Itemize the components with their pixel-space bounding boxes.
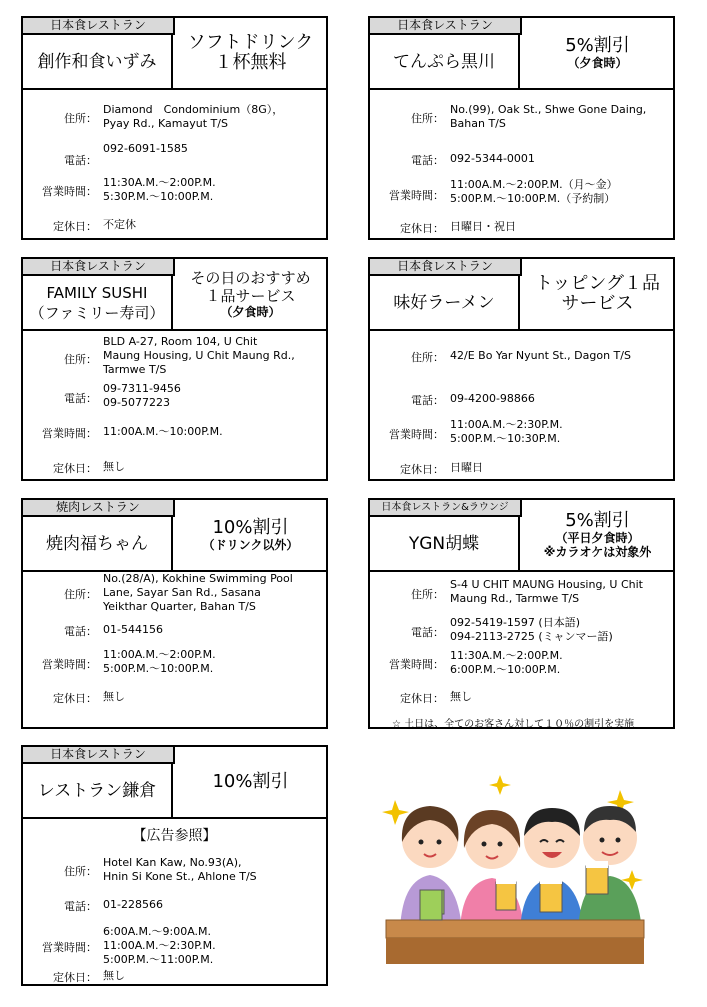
restaurant-name: YGN胡蝶 [370, 517, 520, 570]
card-header [23, 259, 326, 331]
offer-box [175, 259, 326, 329]
offer-box [522, 18, 673, 88]
closed-value: 無し [450, 690, 472, 703]
address-value: No.(28/A), Kokhine Swimming Pool Lane, Sayar San Rd., Sasana Yeikthar Quarter, Bahan T/S [103, 572, 293, 613]
card-header [370, 500, 673, 572]
friends-toasting-illustration [380, 770, 650, 970]
closed-value: 無し [103, 690, 125, 703]
address-value: Diamond Condominium（8G）， Pyay Rd., Kamayut T/S [103, 103, 284, 130]
hours-label: 営業時間： [389, 189, 444, 202]
phone-value: 092-5419-1597 (日本語) 094-2113-2725 (ミャンマー語) [450, 616, 613, 643]
category-label: 焼肉レストラン [23, 500, 175, 517]
weekend-discount-note: ☆ 土日は、全てのお客さん対して１０％の割引を実施 [392, 719, 635, 730]
address-label: 住所： [64, 588, 97, 601]
phone-value: 01-544156 [103, 623, 163, 636]
hours-value: 11:30A.M.～2:00P.M. 5:30P.M.～10:00P.M. [103, 176, 216, 203]
phone-label: 電話： [64, 900, 97, 913]
restaurant-card-family-sushi [21, 257, 328, 481]
category-label: 日本食レストラン [23, 747, 175, 764]
restaurant-name: てんぷら黒川 [370, 35, 520, 88]
offer-main: 10%割引 [212, 771, 289, 792]
category-label: 日本食レストラン [370, 259, 522, 276]
restaurant-card-ygn-kocho [368, 498, 675, 729]
closed-label: 定休日： [53, 971, 97, 984]
person-3 [520, 808, 584, 932]
address-label: 住所： [64, 353, 97, 366]
offer-sub: （夕食時） [220, 305, 281, 319]
hours-label: 営業時間： [389, 658, 444, 671]
offer-sub: （平日夕食時） ※カラオケは対象外 [543, 531, 652, 559]
category-label: 日本食レストラン [23, 259, 175, 276]
restaurant-name: 味好ラーメン [370, 276, 520, 329]
ad-reference: 【広告参照】 [132, 828, 217, 844]
phone-value: 01-228566 [103, 898, 163, 911]
phone-label: 電話： [64, 154, 97, 167]
hours-label: 営業時間： [42, 658, 97, 671]
offer-sub: （ドリンク以外） [202, 538, 299, 552]
phone-value: 09-4200-98866 [450, 392, 535, 405]
restaurant-card-miyoshi-ramen [368, 257, 675, 481]
phone-value: 092-5344-0001 [450, 152, 535, 165]
person-4 [578, 806, 642, 932]
closed-value: 無し [103, 969, 125, 982]
address-label: 住所： [64, 865, 97, 878]
phone-label: 電話： [64, 392, 97, 405]
offer-box [175, 500, 326, 570]
offer-main: 5%割引 [565, 510, 630, 531]
restaurant-name: 創作和食いずみ [23, 35, 173, 88]
hours-label: 営業時間： [42, 427, 97, 440]
restaurant-name: 焼肉福ちゃん [23, 517, 173, 570]
address-value: S-4 U CHIT MAUNG Housing, U Chit Maung Rd., Tarmwe T/S [450, 578, 643, 605]
address-value: Hotel Kan Kaw, No.93(A), Hnin Si Kone St., Ahlone T/S [103, 856, 257, 883]
offer-box [175, 18, 326, 88]
address-label: 住所： [411, 112, 444, 125]
hours-label: 営業時間： [42, 941, 97, 954]
card-header [23, 18, 326, 90]
phone-value: 092-6091-1585 [103, 142, 188, 155]
restaurant-card-izumi [21, 16, 328, 240]
phone-label: 電話： [411, 154, 444, 167]
closed-value: 無し [103, 460, 125, 473]
phone-value: 09-7311-9456 09-5077223 [103, 382, 181, 409]
person-2 [460, 810, 524, 930]
address-label: 住所： [411, 588, 444, 601]
phone-label: 電話： [64, 625, 97, 638]
hours-value: 11:00A.M.～2:30P.M. 5:00P.M.～10:30P.M. [450, 418, 563, 445]
restaurant-name: FAMILY SUSHI （ファミリー寿司） [23, 276, 173, 329]
category-label: 日本食レストラン [370, 18, 522, 35]
category-label: 日本食レストラン&ラウンジ [370, 500, 522, 517]
card-header [370, 259, 673, 331]
offer-main: トッピング１品 サービス [534, 273, 661, 314]
category-label: 日本食レストラン [23, 18, 175, 35]
closed-value: 日曜日 [450, 461, 483, 474]
card-header [23, 747, 326, 819]
closed-label: 定休日： [400, 222, 444, 235]
hours-value: 11:00A.M.～2:00P.M.（月～金） 5:00P.M.～10:00P.M.（予約制） [450, 178, 618, 205]
restaurant-card-kurokawa [368, 16, 675, 240]
hours-value: 11:00A.M.～2:00P.M. 5:00P.M.～10:00P.M. [103, 648, 216, 675]
closed-value: 不定休 [103, 218, 136, 231]
card-header [370, 18, 673, 90]
hours-value: 6:00A.M.～9:00A.M. 11:00A.M.～2:30P.M. 5:00P.M.～11:00P.M. [103, 925, 216, 966]
hours-value: 11:00A.M.～10:00P.M. [103, 425, 223, 438]
phone-label: 電話： [411, 626, 444, 639]
address-value: No.(99), Oak St., Shwe Gone Daing, Bahan T/S [450, 103, 647, 130]
address-label: 住所： [411, 351, 444, 364]
offer-main: 5%割引 [565, 35, 630, 56]
restaurant-name: レストラン鎌倉 [23, 764, 173, 817]
closed-label: 定休日： [53, 220, 97, 233]
restaurant-card-kamakura [21, 745, 328, 986]
offer-main: 10%割引 [212, 517, 289, 538]
hours-label: 営業時間： [389, 428, 444, 441]
hours-value: 11:30A.M.～2:00P.M. 6:00P.M.～10:00P.M. [450, 649, 563, 676]
hours-label: 営業時間： [42, 185, 97, 198]
offer-box [522, 259, 673, 329]
phone-label: 電話： [411, 394, 444, 407]
restaurant-card-fukuchan [21, 498, 328, 729]
offer-main: ソフトドリンク １杯無料 [187, 32, 314, 73]
closed-value: 日曜日・祝日 [450, 220, 516, 233]
closed-label: 定休日： [400, 692, 444, 705]
offer-box [175, 747, 326, 817]
address-value: 42/E Bo Yar Nyunt St., Dagon T/S [450, 349, 631, 362]
closed-label: 定休日： [53, 692, 97, 705]
closed-label: 定休日： [400, 463, 444, 476]
card-header [23, 500, 326, 572]
offer-sub: （夕食時） [567, 56, 628, 70]
address-value: BLD A-27, Room 104, U Chit Maung Housing, U Chit Maung Rd., Tarmwe T/S [103, 335, 295, 376]
offer-main: その日のおすすめ １品サービス [190, 269, 311, 305]
closed-label: 定休日： [53, 462, 97, 475]
address-label: 住所： [64, 112, 97, 125]
offer-box [522, 500, 673, 570]
